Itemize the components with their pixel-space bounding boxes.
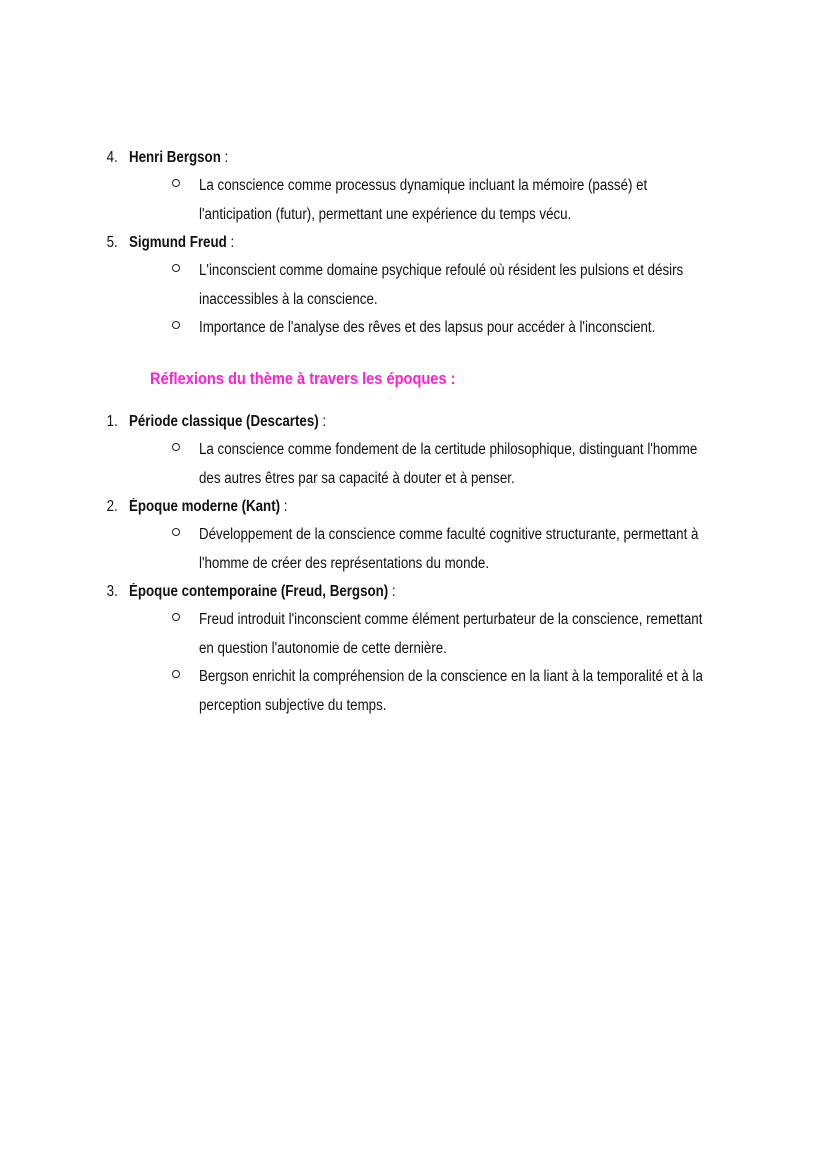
circle-bullet-icon	[172, 321, 180, 329]
list-item-heading: 1. Période classique (Descartes) :	[0, 408, 712, 436]
list-number: 5.	[106, 234, 118, 251]
list-item-heading: 5. Sigmund Freud :	[0, 229, 712, 257]
list-item: Développement de la conscience comme faculté cognitive structurante, permettant à l'homme de créer des représentations du monde.	[0, 521, 828, 578]
heading-bergson: Henri Bergson	[129, 149, 221, 166]
list-item: La conscience comme processus dynamique incluant la mémoire (passé) et l'anticipation (futur), permettant une expérience du temps vécu.	[0, 172, 828, 229]
circle-bullet-icon	[172, 264, 180, 272]
list-number: 4.	[106, 149, 118, 166]
circle-bullet-icon	[172, 670, 180, 678]
circle-bullet-icon	[172, 443, 180, 451]
list-number: 3.	[106, 583, 118, 600]
list-item: Bergson enrichit la compréhension de la conscience en la liant à la temporalité et à la perception subjective du temps.	[0, 663, 828, 720]
list-item: Freud introduit l'inconscient comme élément perturbateur de la conscience, remettant en question l'autonomie de cette dernière.	[0, 606, 828, 663]
section-title: Réflexions du thème à travers les époques :	[150, 369, 456, 388]
circle-bullet-icon	[172, 613, 180, 621]
heading-freud: Sigmund Freud	[129, 234, 227, 251]
philosopher-list	[0, 144, 828, 343]
heading-classic-period: Période classique (Descartes)	[129, 413, 319, 430]
epochs-list	[0, 408, 828, 720]
list-item-heading: 4. Henri Bergson :	[0, 144, 712, 172]
list-item: Importance de l'analyse des rêves et des lapsus pour accéder à l'inconscient.	[0, 314, 828, 343]
list-item-heading: 2. Époque moderne (Kant) :	[0, 493, 712, 521]
circle-bullet-icon	[172, 528, 180, 536]
circle-bullet-icon	[172, 179, 180, 187]
list-item: L'inconscient comme domaine psychique refoulé où résident les pulsions et désirs inaccessibles à la conscience.	[0, 257, 828, 314]
heading-contemporary-era: Époque contemporaine (Freud, Bergson)	[129, 583, 389, 600]
list-number: 1.	[106, 413, 118, 430]
list-number: 2.	[106, 498, 118, 515]
heading-modern-era: Époque moderne (Kant)	[129, 498, 281, 515]
list-item: La conscience comme fondement de la certitude philosophique, distinguant l'homme des autres êtres par sa capacité à douter et à penser.	[0, 436, 828, 493]
list-item-heading: 3. Époque contemporaine (Freud, Bergson) :	[0, 578, 712, 606]
